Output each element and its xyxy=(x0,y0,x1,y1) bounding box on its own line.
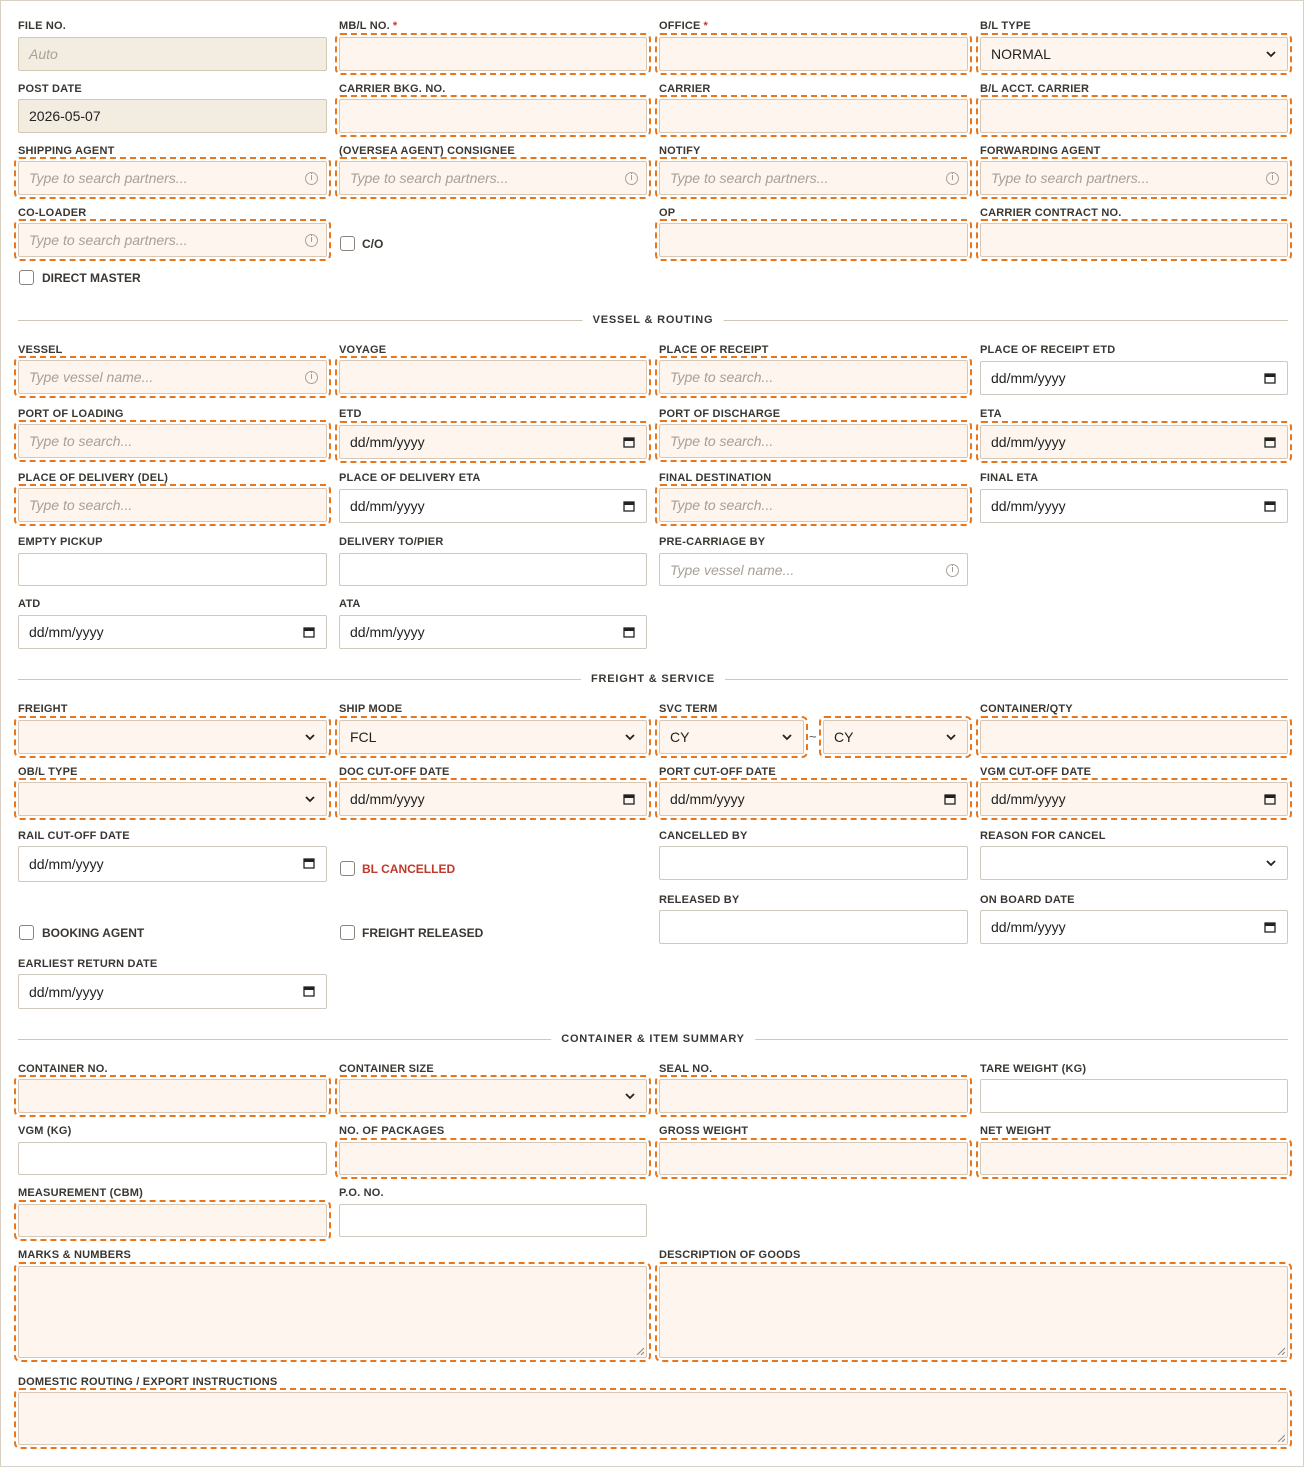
co-loader-label: CO-LOADER xyxy=(18,207,87,219)
final-eta-label: FINAL ETA xyxy=(980,472,1039,484)
final-destination-input[interactable] xyxy=(659,488,968,522)
bl-cancelled-label: BL CANCELLED xyxy=(362,862,456,876)
date-value: dd/mm/yyyy xyxy=(991,370,1066,386)
info-icon: i xyxy=(1266,172,1279,185)
info-icon: i xyxy=(305,172,318,185)
notify-placeholder: Type to search partners... xyxy=(670,170,829,186)
container-no-label: CONTAINER NO. xyxy=(18,1063,108,1075)
vessel-input[interactable] xyxy=(18,360,327,394)
freight-label: FREIGHT xyxy=(18,703,68,715)
resize-handle-icon[interactable] xyxy=(1277,1347,1285,1355)
shipping-agent-label: SHIPPING AGENT xyxy=(18,145,115,157)
measurement-label: MEASUREMENT (CBM) xyxy=(18,1187,144,1199)
chevron-down-icon xyxy=(1264,47,1278,61)
etd-label: ETD xyxy=(339,408,362,420)
description-of-goods-label: DESCRIPTION OF GOODS xyxy=(659,1249,801,1261)
rail-cutoff-input[interactable] xyxy=(18,846,327,882)
consignee-placeholder: Type to search partners... xyxy=(350,170,509,186)
co-loader-placeholder: Type to search partners... xyxy=(29,232,188,248)
svc-term-to-select[interactable] xyxy=(823,720,968,754)
office-input[interactable] xyxy=(659,37,968,71)
eta-input[interactable] xyxy=(980,425,1288,459)
chevron-down-icon xyxy=(944,730,958,744)
office-label xyxy=(659,20,708,33)
carrier-input[interactable] xyxy=(659,99,968,133)
info-icon: i xyxy=(305,371,318,384)
place-of-receipt-etd-input[interactable] xyxy=(980,361,1288,395)
date-value: dd/mm/yyyy xyxy=(991,919,1066,935)
op-input[interactable] xyxy=(659,223,968,257)
freight-released-checkbox[interactable] xyxy=(340,925,355,940)
forwarding-agent-label: FORWARDING AGENT xyxy=(980,145,1101,157)
seal-no-input[interactable] xyxy=(659,1079,968,1113)
forwarding-agent-placeholder: Type to search partners... xyxy=(991,170,1150,186)
svc-term-separator: ~ xyxy=(809,729,817,744)
atd-input[interactable] xyxy=(18,615,327,649)
co-checkbox-label: C/O xyxy=(362,237,384,251)
marks-numbers-label: MARKS & NUMBERS xyxy=(18,1249,131,1261)
final-destination-placeholder: Type to search... xyxy=(670,497,774,513)
port-cutoff-input[interactable] xyxy=(659,782,968,816)
calendar-icon[interactable] xyxy=(623,626,635,638)
carrier-contract-no-label: CARRIER CONTRACT NO. xyxy=(980,207,1122,219)
container-size-select[interactable] xyxy=(339,1079,647,1113)
date-value: dd/mm/yyyy xyxy=(991,434,1066,450)
mbl-no-input[interactable] xyxy=(339,37,647,71)
vgm-cutoff-label: VGM CUT-OFF DATE xyxy=(980,766,1092,778)
ata-input[interactable] xyxy=(339,615,647,649)
date-value: dd/mm/yyyy xyxy=(350,791,425,807)
port-of-discharge-placeholder: Type to search... xyxy=(670,433,774,449)
date-value: dd/mm/yyyy xyxy=(350,624,425,640)
place-of-receipt-placeholder: Type to search... xyxy=(670,369,774,385)
no-of-packages-label: NO. OF PACKAGES xyxy=(339,1125,445,1137)
calendar-icon[interactable] xyxy=(303,985,315,997)
calendar-icon[interactable] xyxy=(1264,436,1276,448)
released-by-input[interactable] xyxy=(659,910,968,944)
net-weight-label: NET WEIGHT xyxy=(980,1125,1052,1137)
empty-pickup-input[interactable] xyxy=(18,553,327,586)
date-value: dd/mm/yyyy xyxy=(29,983,104,1000)
date-value: dd/mm/yyyy xyxy=(670,791,745,807)
obl-type-select[interactable] xyxy=(18,782,327,816)
seal-no-label: SEAL NO. xyxy=(659,1063,713,1075)
calendar-icon[interactable] xyxy=(623,436,635,448)
post-date-field xyxy=(18,99,327,133)
rail-cutoff-label: RAIL CUT-OFF DATE xyxy=(18,830,130,842)
shipping-agent-input[interactable] xyxy=(18,161,327,195)
reason-for-cancel-select[interactable] xyxy=(980,846,1288,880)
container-qty-label: CONTAINER/QTY xyxy=(980,703,1073,715)
section-divider-vessel-routing xyxy=(18,313,1288,327)
etd-input[interactable] xyxy=(339,425,647,459)
tare-weight-label: TARE WEIGHT (KG) xyxy=(980,1063,1087,1075)
place-of-receipt-label: PLACE OF RECEIPT xyxy=(659,344,769,356)
direct-master-checkbox[interactable] xyxy=(19,270,34,285)
domestic-routing-textarea[interactable] xyxy=(18,1392,1288,1445)
place-of-delivery-input[interactable] xyxy=(18,488,327,522)
domestic-routing-label: DOMESTIC ROUTING / EXPORT INSTRUCTIONS xyxy=(18,1376,278,1388)
section-title: CONTAINER & ITEM SUMMARY xyxy=(551,1032,755,1046)
info-icon: i xyxy=(946,172,959,185)
tare-weight-input[interactable] xyxy=(980,1079,1288,1113)
svc-term-to-value: CY xyxy=(834,729,854,745)
container-no-input[interactable] xyxy=(18,1079,327,1113)
calendar-icon[interactable] xyxy=(1264,921,1276,933)
delivery-to-pier-input[interactable] xyxy=(339,553,647,586)
carrier-label: CARRIER xyxy=(659,83,711,95)
info-icon: i xyxy=(305,234,318,247)
co-checkbox[interactable] xyxy=(340,236,355,251)
carrier-bkg-no-label: CARRIER BKG. NO. xyxy=(339,83,446,95)
place-of-delivery-eta-input[interactable] xyxy=(339,489,647,523)
cancelled-by-label: CANCELLED BY xyxy=(659,830,748,842)
section-title: VESSEL & ROUTING xyxy=(583,313,724,327)
post-date-value: 2026-05-07 xyxy=(29,108,101,124)
no-of-packages-input[interactable] xyxy=(339,1142,647,1175)
chevron-down-icon xyxy=(1264,856,1278,870)
file-no-placeholder: Auto xyxy=(29,46,58,62)
obl-type-label: OB/L TYPE xyxy=(18,766,78,778)
date-value: dd/mm/yyyy xyxy=(991,791,1066,807)
op-label: OP xyxy=(659,207,676,219)
chevron-down-icon xyxy=(780,730,794,744)
freight-released-label: FREIGHT RELEASED xyxy=(362,926,484,940)
bl-type-label: B/L TYPE xyxy=(980,20,1031,32)
calendar-icon[interactable] xyxy=(623,793,635,805)
port-of-loading-label: PORT OF LOADING xyxy=(18,408,124,420)
bl-type-select[interactable] xyxy=(980,37,1288,71)
final-eta-input[interactable] xyxy=(980,489,1288,523)
bl-cancelled-checkbox[interactable] xyxy=(340,861,355,876)
calendar-icon[interactable] xyxy=(1264,372,1276,384)
place-of-delivery-eta-label: PLACE OF DELIVERY ETA xyxy=(339,472,481,484)
freight-select[interactable] xyxy=(18,720,327,754)
on-board-date-label: ON BOARD DATE xyxy=(980,894,1075,906)
ata-label: ATA xyxy=(339,598,361,610)
shipping-agent-placeholder: Type to search partners... xyxy=(29,170,188,186)
date-value: dd/mm/yyyy xyxy=(991,498,1066,514)
port-cutoff-label: PORT CUT-OFF DATE xyxy=(659,766,776,778)
place-of-delivery-placeholder: Type to search... xyxy=(29,497,133,513)
cancelled-by-input[interactable] xyxy=(659,846,968,880)
office-label-text: OFFICE xyxy=(659,20,701,32)
vgm-cutoff-input[interactable] xyxy=(980,782,1288,816)
forwarding-agent-input[interactable] xyxy=(980,161,1288,195)
co-loader-input[interactable] xyxy=(18,223,327,257)
direct-master-label: DIRECT MASTER xyxy=(42,271,141,285)
earliest-return-date-input[interactable] xyxy=(18,974,327,1009)
chevron-down-icon xyxy=(623,730,637,744)
marks-numbers-textarea[interactable] xyxy=(18,1266,647,1358)
section-divider-container-summary xyxy=(18,1032,1288,1046)
mbl-no-label-text: MB/L NO. xyxy=(339,20,390,32)
required-marker: * xyxy=(392,20,398,32)
consignee-label: (OVERSEA AGENT) CONSIGNEE xyxy=(339,145,515,157)
bl-type-value: NORMAL xyxy=(991,46,1051,62)
po-no-input[interactable] xyxy=(339,1204,647,1237)
bl-acct-carrier-label: B/L ACCT. CARRIER xyxy=(980,83,1090,95)
notify-input[interactable] xyxy=(659,161,968,195)
on-board-date-input[interactable] xyxy=(980,910,1288,944)
calendar-icon[interactable] xyxy=(303,626,315,638)
post-date-label: POST DATE xyxy=(18,83,82,95)
file-no-field xyxy=(18,37,327,71)
calendar-icon[interactable] xyxy=(623,500,635,512)
place-of-receipt-etd-label: PLACE OF RECEIPT ETD xyxy=(980,344,1116,356)
svc-term-from-select[interactable] xyxy=(659,720,804,754)
voyage-label: VOYAGE xyxy=(339,344,387,356)
reason-for-cancel-label: REASON FOR CANCEL xyxy=(980,830,1106,842)
voyage-input[interactable] xyxy=(339,360,647,394)
port-of-loading-input[interactable] xyxy=(18,424,327,458)
notify-label: NOTIFY xyxy=(659,145,701,157)
date-value: dd/mm/yyyy xyxy=(29,856,104,872)
carrier-contract-no-input[interactable] xyxy=(980,223,1288,257)
ship-mode-value: FCL xyxy=(350,729,377,745)
date-value: dd/mm/yyyy xyxy=(29,624,104,640)
pre-carriage-by-placeholder: Type vessel name... xyxy=(670,561,795,578)
chevron-down-icon xyxy=(303,792,317,806)
resize-handle-icon[interactable] xyxy=(1277,1434,1285,1442)
calendar-icon[interactable] xyxy=(303,857,315,869)
resize-handle-icon[interactable] xyxy=(636,1347,644,1355)
earliest-return-date-label: EARLIEST RETURN DATE xyxy=(18,958,158,970)
released-by-label: RELEASED BY xyxy=(659,894,740,906)
measurement-input[interactable] xyxy=(18,1204,327,1237)
file-no-label: FILE NO. xyxy=(18,20,67,32)
date-value: dd/mm/yyyy xyxy=(350,498,425,514)
svc-term-from-value: CY xyxy=(670,729,690,745)
section-title: FREIGHT & SERVICE xyxy=(581,672,725,686)
mbl-no-label xyxy=(339,20,397,33)
delivery-to-pier-label: DELIVERY TO/PIER xyxy=(339,536,444,548)
bl-acct-carrier-input[interactable] xyxy=(980,99,1288,133)
calendar-icon[interactable] xyxy=(1264,500,1276,512)
info-icon: i xyxy=(946,564,959,577)
gross-weight-input[interactable] xyxy=(659,1142,968,1175)
ship-mode-label: SHIP MODE xyxy=(339,703,403,715)
po-no-label: P.O. NO. xyxy=(339,1187,384,1199)
empty-pickup-label: EMPTY PICKUP xyxy=(18,536,103,548)
required-marker: * xyxy=(703,20,709,32)
consignee-input[interactable] xyxy=(339,161,647,195)
pre-carriage-by-label: PRE-CARRIAGE BY xyxy=(659,536,766,548)
booking-agent-checkbox[interactable] xyxy=(19,925,34,940)
port-of-discharge-label: PORT OF DISCHARGE xyxy=(659,408,781,420)
calendar-icon[interactable] xyxy=(944,793,956,805)
net-weight-input[interactable] xyxy=(980,1142,1288,1175)
container-qty-input[interactable] xyxy=(980,720,1288,754)
final-destination-label: FINAL DESTINATION xyxy=(659,472,772,484)
date-value: dd/mm/yyyy xyxy=(350,434,425,450)
vessel-placeholder: Type vessel name... xyxy=(29,369,154,385)
place-of-delivery-label: PLACE OF DELIVERY (DEL) xyxy=(18,472,169,484)
eta-label: ETA xyxy=(980,408,1002,420)
place-of-receipt-input[interactable] xyxy=(659,360,968,394)
chevron-down-icon xyxy=(623,1089,637,1103)
chevron-down-icon xyxy=(303,730,317,744)
section-divider-freight-service xyxy=(18,672,1288,686)
container-size-label: CONTAINER SIZE xyxy=(339,1063,434,1075)
doc-cutoff-label: DOC CUT-OFF DATE xyxy=(339,766,450,778)
ship-mode-select[interactable] xyxy=(339,720,647,754)
calendar-icon[interactable] xyxy=(1264,793,1276,805)
doc-cutoff-input[interactable] xyxy=(339,782,647,816)
atd-label: ATD xyxy=(18,598,41,610)
vgm-label: VGM (KG) xyxy=(18,1125,72,1137)
svc-term-label: SVC TERM xyxy=(659,703,718,715)
carrier-bkg-no-input[interactable] xyxy=(339,99,647,133)
gross-weight-label: GROSS WEIGHT xyxy=(659,1125,749,1137)
booking-agent-label: BOOKING AGENT xyxy=(42,926,145,940)
vgm-input[interactable] xyxy=(18,1142,327,1175)
description-of-goods-textarea[interactable] xyxy=(659,1266,1288,1358)
info-icon: i xyxy=(625,172,638,185)
vessel-label: VESSEL xyxy=(18,344,63,356)
pre-carriage-by-input[interactable] xyxy=(659,553,968,586)
port-of-loading-placeholder: Type to search... xyxy=(29,433,133,449)
port-of-discharge-input[interactable] xyxy=(659,424,968,458)
